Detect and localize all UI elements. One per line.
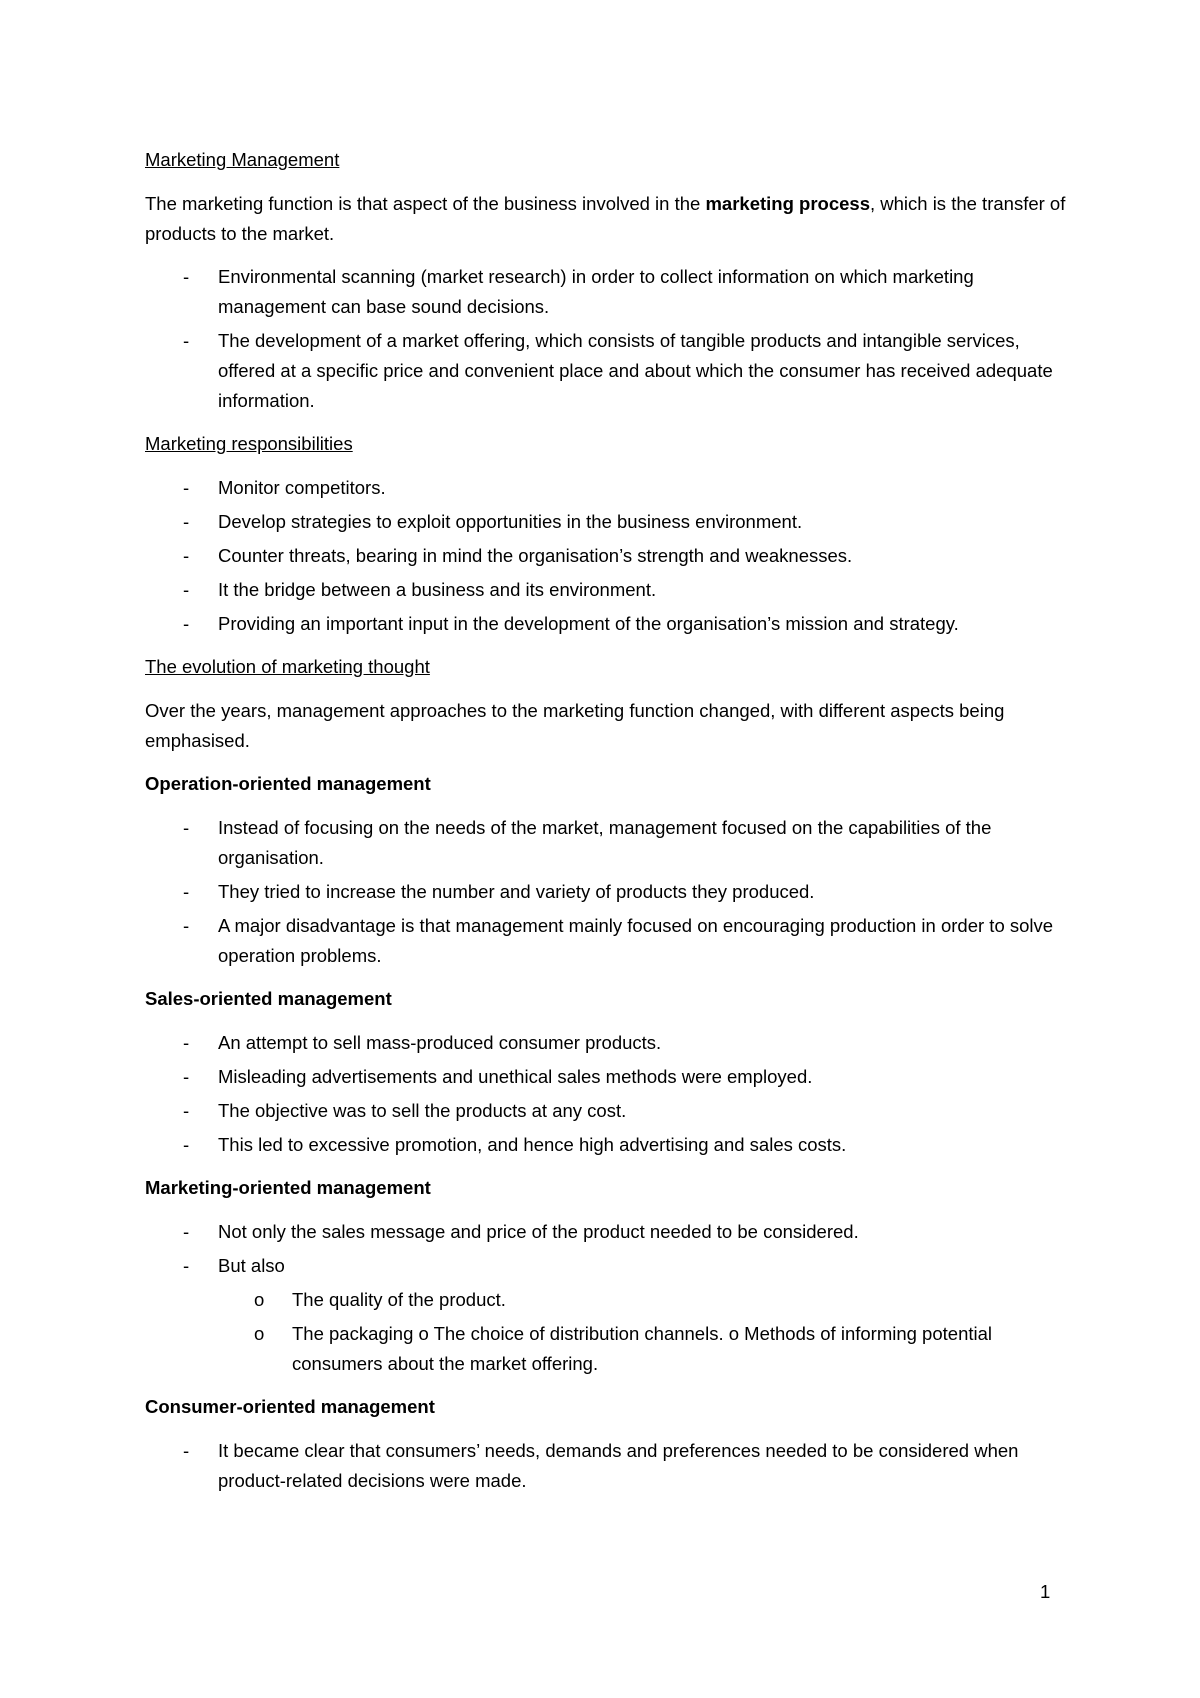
list-item-text: An attempt to sell mass-produced consumer products. xyxy=(218,1032,662,1053)
list-item-text: A major disadvantage is that management mainly focused on encouraging production in order to solve operation problems. xyxy=(218,915,1054,966)
dash-marker: - xyxy=(183,266,190,287)
list-item xyxy=(145,262,1075,322)
list-item-text: They tried to increase the number and variety of products they produced. xyxy=(218,881,815,902)
list-item xyxy=(145,1436,1075,1496)
list-item-text: Not only the sales message and price of the product needed to be considered. xyxy=(218,1221,859,1242)
dash-marker: - xyxy=(183,1066,190,1087)
dash-marker: - xyxy=(183,579,190,600)
dash-marker: - xyxy=(183,613,190,634)
intro-bullet-list xyxy=(145,262,1075,416)
sales-heading: Sales-oriented management xyxy=(145,988,392,1009)
list-item-text: But also xyxy=(218,1255,285,1276)
marketing-oriented-heading: Marketing-oriented management xyxy=(145,1177,431,1198)
dash-marker: - xyxy=(183,915,190,936)
operation-heading: Operation-oriented management xyxy=(145,773,431,794)
list-item xyxy=(145,1130,1075,1160)
dash-marker: - xyxy=(183,330,190,351)
sales-list xyxy=(145,1028,1075,1160)
list-item-text: Develop strategies to exploit opportunities in the business environment. xyxy=(218,511,803,532)
list-item xyxy=(145,541,1075,571)
list-item-text: The development of a market offering, which consists of tangible products and intangible services, offered at a specific price and convenient place and about which the consumer has received adequate information. xyxy=(218,330,1053,411)
intro-paragraph xyxy=(145,189,1075,249)
dash-marker: - xyxy=(183,1100,190,1121)
document-title: Marketing Management xyxy=(145,149,340,170)
sub-list-item-text: The packaging o The choice of distribution channels. o Methods of informing potential consumers about the market offering. xyxy=(292,1323,993,1374)
list-item xyxy=(145,1251,1075,1379)
dash-marker: - xyxy=(183,1221,190,1242)
dash-marker: - xyxy=(183,1134,190,1155)
page-number: 1 xyxy=(1040,1581,1051,1602)
list-item-text: Counter threats, bearing in mind the organisation’s strength and weaknesses. xyxy=(218,545,853,566)
list-item-text: It the bridge between a business and its environment. xyxy=(218,579,657,600)
list-item xyxy=(145,911,1075,971)
list-item xyxy=(145,473,1075,503)
list-item xyxy=(145,813,1075,873)
list-item-text: Monitor competitors. xyxy=(218,477,386,498)
circle-marker: o xyxy=(254,1323,265,1344)
dash-marker: - xyxy=(183,1255,190,1276)
circle-marker: o xyxy=(254,1289,265,1310)
list-item xyxy=(145,1217,1075,1247)
list-item xyxy=(145,1096,1075,1126)
dash-marker: - xyxy=(183,477,190,498)
intro-text-after: , which is the transfer of products to the market. xyxy=(145,193,1066,244)
sub-list-item xyxy=(218,1319,1075,1379)
consumer-heading: Consumer-oriented management xyxy=(145,1396,435,1417)
operation-list xyxy=(145,813,1075,971)
intro-text-bold: marketing process xyxy=(705,193,870,214)
sub-list-item xyxy=(218,1285,1075,1315)
list-item-text: Instead of focusing on the needs of the market, management focused on the capabilities of the organisation. xyxy=(218,817,992,868)
sub-bullet-list xyxy=(218,1285,1075,1379)
dash-marker: - xyxy=(183,511,190,532)
list-item-text: Misleading advertisements and unethical sales methods were employed. xyxy=(218,1066,813,1087)
list-item xyxy=(145,609,1075,639)
list-item xyxy=(145,326,1075,416)
list-item-text: The objective was to sell the products at any cost. xyxy=(218,1100,627,1121)
responsibilities-list xyxy=(145,473,1075,639)
list-item xyxy=(145,877,1075,907)
intro-text-before: The marketing function is that aspect of the business involved in the xyxy=(145,193,706,214)
list-item-text: This led to excessive promotion, and hence high advertising and sales costs. xyxy=(218,1134,847,1155)
evolution-paragraph: Over the years, management approaches to the marketing function changed, with different aspects being emphasised. xyxy=(145,700,1005,751)
document-content xyxy=(145,145,1075,1509)
list-item-text: It became clear that consumers’ needs, demands and preferences needed to be considered when product-related decisions were made. xyxy=(218,1440,1019,1491)
list-item xyxy=(145,575,1075,605)
marketing-oriented-list xyxy=(145,1217,1075,1379)
dash-marker: - xyxy=(183,1440,190,1461)
list-item xyxy=(145,507,1075,537)
dash-marker: - xyxy=(183,545,190,566)
dash-marker: - xyxy=(183,1032,190,1053)
list-item xyxy=(145,1062,1075,1092)
sub-list-item-text: The quality of the product. xyxy=(292,1289,506,1310)
list-item-text: Environmental scanning (market research) in order to collect information on which marketing management can base sound decisions. xyxy=(218,266,974,317)
responsibilities-heading: Marketing responsibilities xyxy=(145,433,353,454)
dash-marker: - xyxy=(183,881,190,902)
consumer-list xyxy=(145,1436,1075,1496)
list-item xyxy=(145,1028,1075,1058)
evolution-heading: The evolution of marketing thought xyxy=(145,656,430,677)
list-item-text: Providing an important input in the development of the organisation’s mission and strategy. xyxy=(218,613,959,634)
dash-marker: - xyxy=(183,817,190,838)
